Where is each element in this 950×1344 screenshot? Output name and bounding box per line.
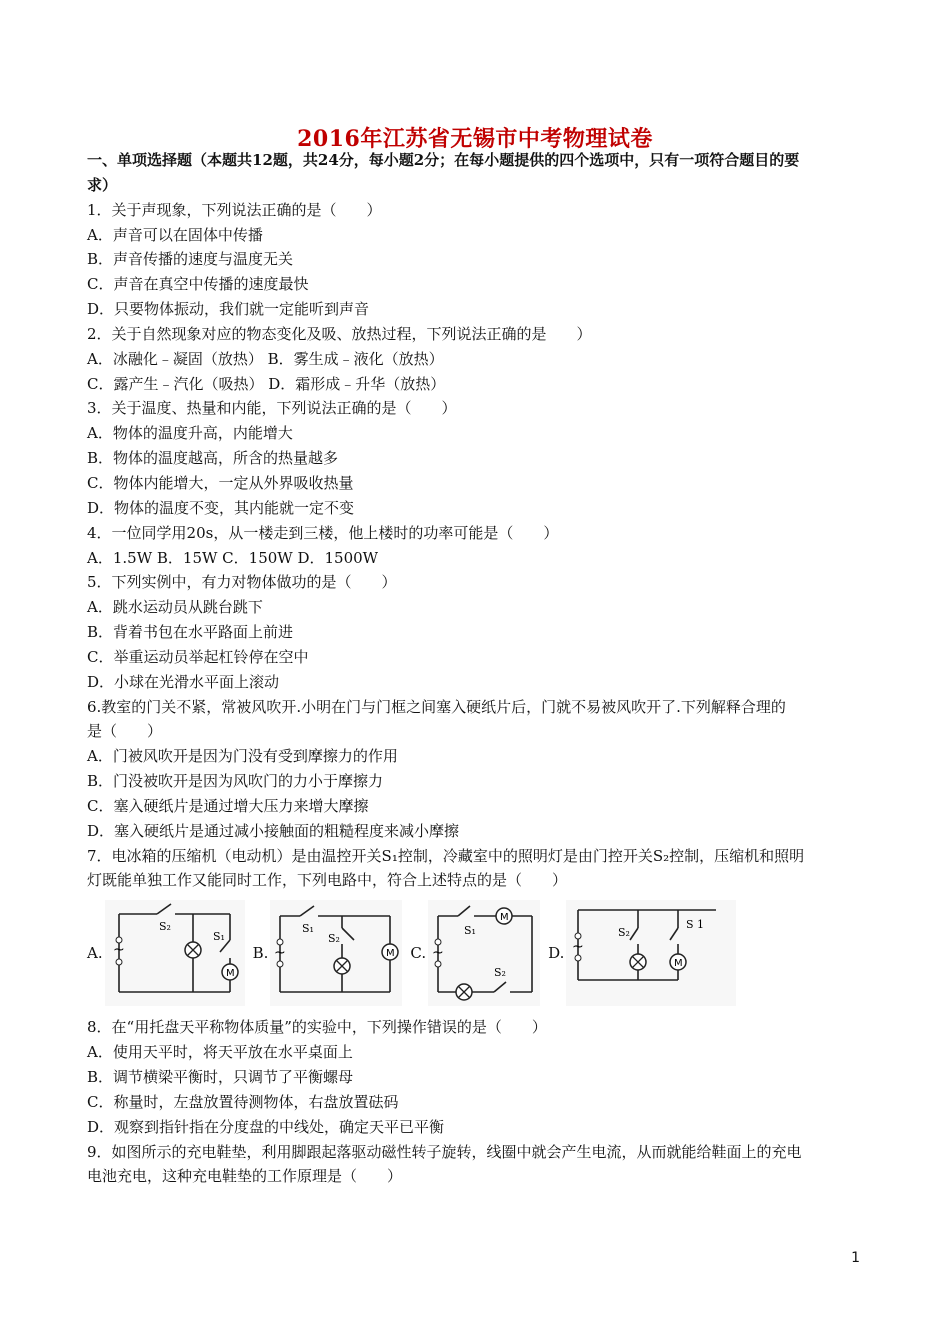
switch-s2-label: S₂	[328, 932, 341, 946]
question-2-options-cd: C．露产生﹣汽化（吸热） D．霜形成﹣升华（放热）	[87, 374, 446, 393]
question-3-option-d: D．物体的温度不变，其内能就一定不变	[87, 498, 355, 517]
ac-source-symbol: ~	[432, 945, 444, 962]
question-7-stem: 7．电冰箱的压缩机（电动机）是由温控开关S₁控制，冷藏室中的照明灯是由门控开关S₂控制，压缩机和照明	[87, 846, 805, 865]
section-heading: 一、单项选择题（本题共12题，共24分，每小题2分；在每小题提供的四个选项中，只有一项符合题目的要	[87, 151, 800, 169]
exam-content	[87, 148, 867, 1189]
switch-s1-label: S₁	[212, 930, 225, 944]
ac-source-symbol: ~	[274, 945, 287, 962]
circuit-option-c	[410, 900, 540, 1006]
circuit-option-a	[87, 900, 245, 1006]
question-5-option-d: D．小球在光滑水平面上滚动	[87, 672, 280, 691]
circuit-a-label: A.	[87, 944, 103, 963]
question-3-option-c: C．物体内能增大，一定从外界吸收热量	[87, 473, 354, 492]
terminal	[435, 961, 441, 967]
circuit-a-diagram	[105, 900, 245, 1006]
question-6-option-b: B．门没被吹开是因为风吹门的力小于摩擦力	[87, 772, 384, 791]
question-3-option-a: A．物体的温度升高，内能增大	[87, 424, 293, 443]
question-1-option-d: D．只要物体振动，我们就一定能听到声音	[87, 300, 370, 319]
switch-s2-label: S₂	[494, 966, 507, 980]
question-3-stem: 3．关于温度、热量和内能，下列说法正确的是（ ）	[87, 399, 457, 418]
question-4-options: A．1.5W B．15W C．150W D．1500W	[87, 548, 379, 567]
circuit-d-diagram	[566, 900, 736, 1006]
question-6-option-a: A．门被风吹开是因为门没有受到摩擦力的作用	[87, 747, 398, 766]
terminal	[575, 955, 581, 961]
question-7-circuit-options	[87, 897, 867, 1009]
circuit-b-diagram	[270, 900, 402, 1006]
question-6-option-c: C．塞入硬纸片是通过增大压力来增大摩擦	[87, 796, 369, 815]
question-4-stem: 4．一位同学用20s，从一楼走到三楼，他上楼时的功率可能是（ ）	[87, 523, 559, 542]
circuit-c-diagram	[428, 900, 540, 1006]
circuit-b-label: B.	[252, 944, 269, 963]
diagram-background	[105, 900, 245, 1006]
question-1-option-b: B．声音传播的速度与温度无关	[87, 250, 294, 269]
switch-s1-label: S₁	[302, 922, 315, 936]
question-7-stem-cont: 灯既能单独工作又能同时工作，下列电路中，符合上述特点的是（ ）	[87, 871, 568, 890]
question-8-option-a: A．使用天平时，将天平放在水平桌面上	[87, 1043, 353, 1062]
question-5-option-b: B．背着书包在水平路面上前进	[87, 623, 294, 642]
section-heading-cont: 求）	[87, 175, 118, 194]
question-5-option-c: C．举重运动员举起杠铃停在空中	[87, 647, 309, 666]
ac-source-symbol: ~	[572, 939, 585, 956]
diagram-background	[566, 900, 736, 1006]
circuit-d-label: D.	[548, 944, 565, 963]
motor-label: M	[386, 948, 396, 960]
ac-source-symbol: ~	[112, 942, 125, 959]
question-6-stem-cont: 是（ ）	[87, 722, 163, 741]
question-5-stem: 5．下列实例中，有力对物体做功的是（ ）	[87, 573, 397, 592]
page-title: 2016年江苏省无锡市中考物理试卷	[297, 126, 653, 152]
question-9-stem-cont: 电池充电，这种充电鞋垫的工作原理是（ ）	[87, 1167, 403, 1186]
switch-s2-label: S₂	[618, 926, 631, 940]
switch-s2-label: S₂	[158, 920, 171, 934]
switch-s1-label: S 1	[686, 918, 705, 932]
circuit-option-b	[253, 900, 403, 1006]
circuit-c-label: C.	[410, 944, 427, 963]
question-1-stem: 1．关于声现象，下列说法正确的是（ ）	[87, 200, 382, 219]
terminal	[277, 961, 283, 967]
motor-label: M	[674, 958, 684, 970]
question-8-option-c: C．称量时，左盘放置待测物体，右盘放置砝码	[87, 1092, 399, 1111]
question-1-option-a: A．声音可以在固体中传播	[87, 225, 263, 244]
switch-s1-label: S₁	[464, 924, 477, 938]
question-3-option-b: B．物体的温度越高，所含的热量越多	[87, 449, 339, 468]
question-8-option-d: D．观察到指针指在分度盘的中线处，确定天平已平衡	[87, 1117, 445, 1136]
question-6-option-d: D．塞入硬纸片是通过减小接触面的粗糙程度来减小摩擦	[87, 821, 460, 840]
motor-label: M	[225, 968, 235, 980]
question-1-option-c: C．声音在真空中传播的速度最快	[87, 275, 309, 294]
page-number: 1	[851, 1250, 860, 1266]
question-2-stem: 2．关于自然现象对应的物态变化及吸、放热过程，下列说法正确的是 ）	[87, 324, 592, 343]
question-2-options-ab: A．冰融化﹣凝固（放热） B．雾生成﹣液化（放热）	[87, 349, 444, 368]
question-9-stem: 9．如图所示的充电鞋垫，利用脚跟起落驱动磁性转子旋转，线圈中就会产生电流，从而就能给鞋面上的充电	[87, 1142, 802, 1161]
circuit-option-d	[548, 900, 736, 1006]
terminal	[116, 959, 122, 965]
question-5-option-a: A．跳水运动员从跳台跳下	[87, 598, 263, 617]
question-8-option-b: B．调节横梁平衡时，只调节了平衡螺母	[87, 1068, 354, 1086]
question-8-stem: 8．在“用托盘天平称物体质量”的实验中，下列操作错误的是（ ）	[87, 1018, 547, 1037]
question-6-stem: 6.教室的门关不紧，常被风吹开.小明在门与门框之间塞入硬纸片后，门就不易被风吹开了.下列解释合理的	[87, 697, 786, 716]
motor-label: M	[500, 912, 509, 924]
